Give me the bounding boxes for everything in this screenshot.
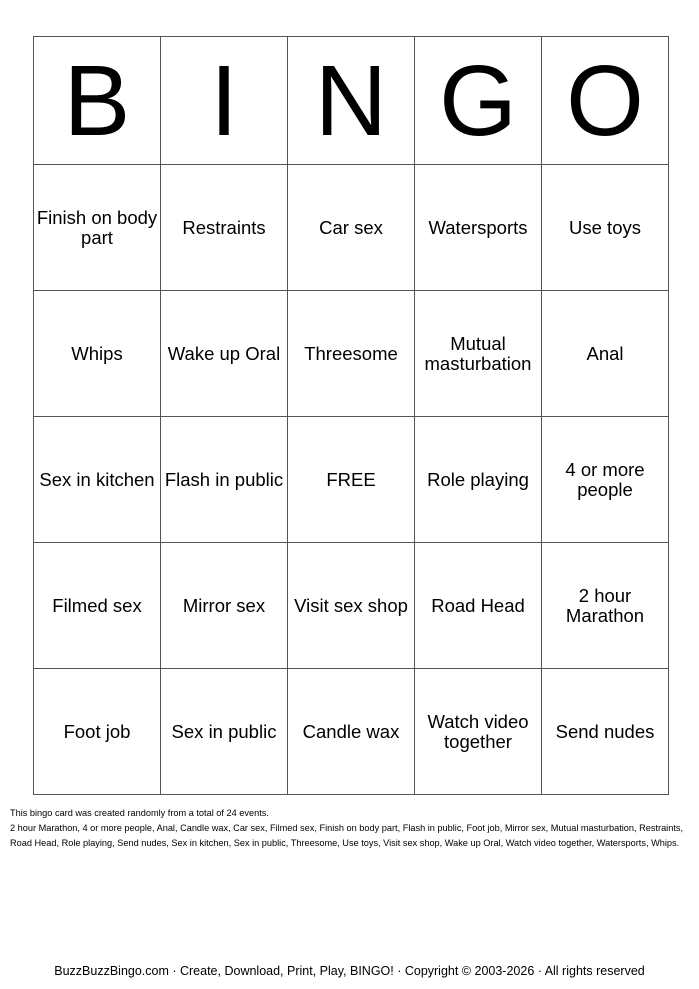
header-letter-b: B (34, 37, 161, 165)
card-info-intro: This bingo card was created randomly from a total of 24 events. (10, 808, 269, 818)
bingo-cell (34, 417, 161, 543)
bingo-cell-text: Road Head (431, 594, 525, 616)
bingo-cell-text: Send nudes (555, 720, 655, 742)
header-letter-o: O (542, 37, 669, 165)
bingo-cell (161, 417, 288, 543)
bingo-cell (288, 543, 415, 669)
bingo-cell-text: Threesome (304, 342, 398, 364)
bingo-cell (288, 669, 415, 795)
bingo-cell (415, 417, 542, 543)
bingo-row-4 (34, 543, 669, 669)
bingo-cell-text: Mutual masturbation (424, 332, 532, 374)
bingo-cell (542, 543, 669, 669)
bingo-cell-text: Filmed sex (52, 594, 142, 616)
header-letter-n: N (288, 37, 415, 165)
bingo-header-row (34, 37, 669, 165)
bingo-cell (161, 669, 288, 795)
bingo-cell-text: 4 or more people (565, 458, 645, 500)
bingo-cell (415, 669, 542, 795)
card-info (10, 806, 690, 851)
bingo-cell (415, 543, 542, 669)
bingo-cell-text: Visit sex shop (294, 594, 408, 616)
bingo-cell-text: Whips (71, 342, 123, 364)
bingo-cell-text: Mirror sex (182, 594, 266, 616)
bingo-cell (542, 417, 669, 543)
bingo-cell (288, 291, 415, 417)
bingo-cell-text: Flash in public (164, 468, 284, 490)
bingo-cell-text: Candle wax (302, 720, 400, 742)
page-footer: BuzzBuzzBingo.com · Create, Download, Print, Play, BINGO! · Copyright © 2003-2026 · All rights reserved (54, 964, 645, 978)
bingo-cell (34, 165, 161, 291)
bingo-cell-text: Watch video together (427, 710, 529, 752)
bingo-cell (542, 165, 669, 291)
bingo-cell-text: Use toys (569, 216, 641, 238)
bingo-cell-text: Foot job (63, 720, 131, 742)
bingo-cell (34, 291, 161, 417)
bingo-free-cell (288, 417, 415, 543)
bingo-cell (542, 291, 669, 417)
bingo-cell (34, 669, 161, 795)
header-letter-i: I (161, 37, 288, 165)
bingo-cell-text: Role playing (427, 468, 529, 490)
bingo-cell (161, 165, 288, 291)
bingo-cell-text: Sex in kitchen (39, 468, 155, 490)
bingo-cell-text: Watersports (428, 216, 528, 238)
card-info-event-list: 2 hour Marathon, 4 or more people, Anal, Candle wax, Car sex, Filmed sex, Finish on body part, Flash in public, Foot job, Mirror sex, Mutual masturbation, Restraints, Road Head, Role playing, Send nudes, Sex in kitchen, Sex in public, Threesome, Use toys, Visit sex shop, Wake up Oral, Watch video together, Watersports, Whips. (10, 823, 684, 848)
bingo-cell (415, 291, 542, 417)
bingo-row-3 (34, 417, 669, 543)
header-letter-g: G (415, 37, 542, 165)
bingo-cell (161, 543, 288, 669)
bingo-cell-text: FREE (326, 468, 376, 490)
bingo-cell-text: Finish on body part (36, 206, 158, 248)
bingo-cell (34, 543, 161, 669)
bingo-cell (542, 669, 669, 795)
bingo-row-2 (34, 291, 669, 417)
bingo-cell-text: Sex in public (171, 720, 277, 742)
bingo-cell-text: Wake up Oral (167, 342, 281, 364)
bingo-cell-text: Anal (586, 342, 624, 364)
bingo-row-1 (34, 165, 669, 291)
bingo-cell-text: Car sex (319, 216, 383, 238)
bingo-cell-text: 2 hour Marathon (565, 584, 645, 626)
bingo-cell (288, 165, 415, 291)
bingo-card (33, 36, 669, 795)
bingo-cell-text: Restraints (182, 216, 266, 238)
bingo-cell (415, 165, 542, 291)
bingo-cell (161, 291, 288, 417)
bingo-row-5 (34, 669, 669, 795)
